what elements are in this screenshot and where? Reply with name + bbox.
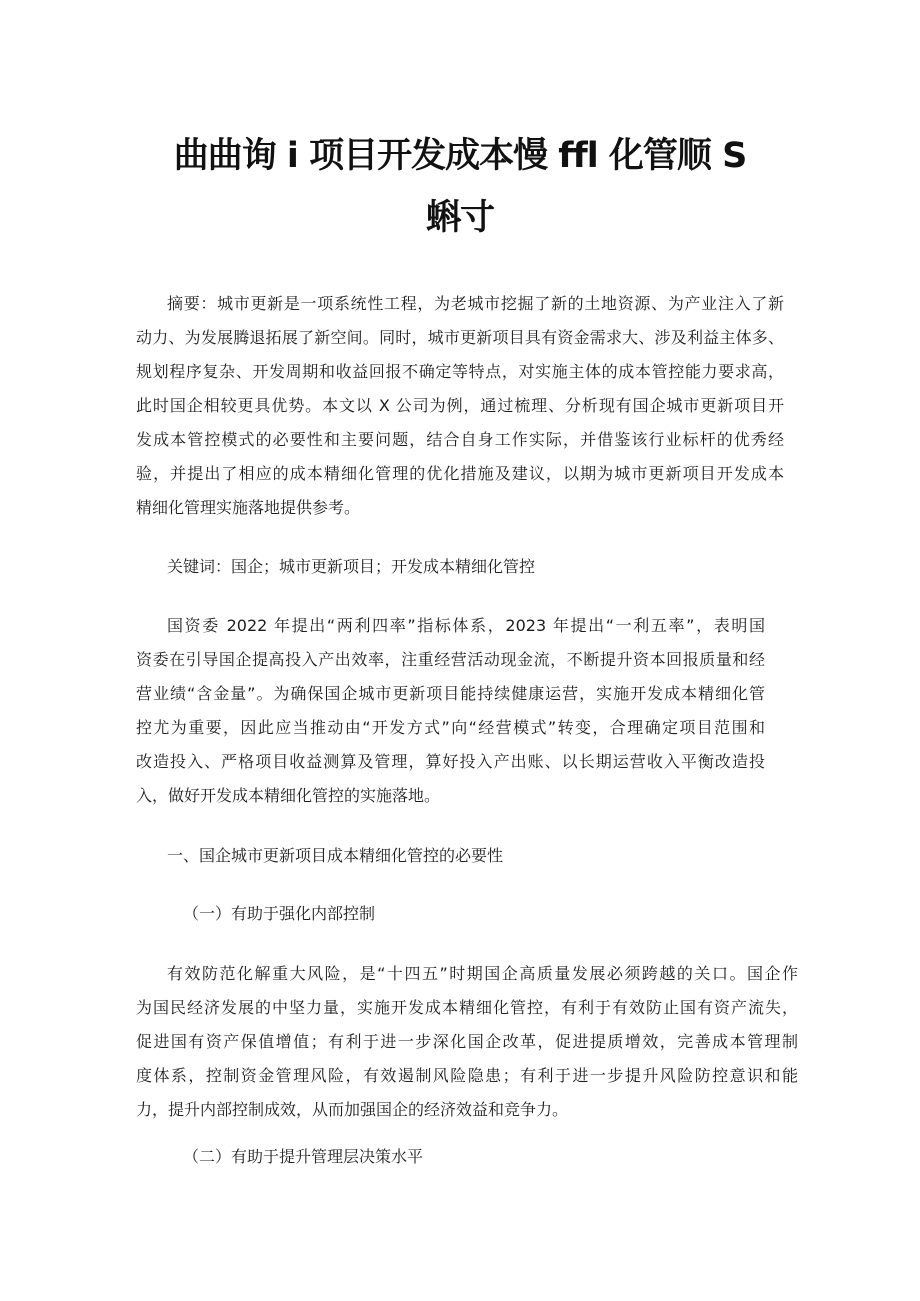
document-title-line-1: 曲曲询 i 项目开发成本慢 ffl 化管顺 S	[173, 136, 747, 176]
section-heading: 一、国企城市更新项目成本精细化管控的必要性	[167, 846, 504, 865]
subsection-heading: （二）有助于提升管理层决策水平	[183, 1147, 424, 1166]
abstract-line: 动力、为发展腾退拓展了新空间。同时，城市更新项目具有资金需求大、涉及利益主体多、	[136, 328, 784, 347]
body-line: 促进国有资产保值增值；有利于进一步深化国企改革，促进提质增效，完善成本管理制	[136, 1032, 798, 1051]
body-line: 力，提升内部控制成效，从而加强国企的经济效益和竞争力。	[136, 1100, 569, 1119]
body-line: 为国民经济发展的中坚力量，实施开发成本精细化管控，有利于有效防止国有资产流失，	[136, 998, 798, 1017]
abstract-line: 精细化管理实施落地提供参考。	[136, 498, 361, 517]
abstract-line: 摘要：城市更新是一项系统性工程，为老城市挖掘了新的土地资源、为产业注入了新	[167, 294, 784, 313]
intro-line: 改造投入、严格项目收益测算及管理，算好投入产出账、以长期运营收入平衡改造投	[136, 752, 765, 771]
body-line: 度体系，控制资金管理风险，有效遏制风险隐患；有利于进一步提升风险防控意识和能	[136, 1066, 798, 1085]
abstract-line: 验，并提出了相应的成本精细化管理的优化措施及建议，以期为城市更新项目开发成本	[136, 464, 784, 483]
intro-line: 营业绩“含金量”。为确保国企城市更新项目能持续健康运营，实施开发成本精细化管	[136, 684, 765, 703]
intro-line: 国资委 2022 年提出“两利四率”指标体系，2023 年提出“一利五率”，表明国	[167, 616, 765, 635]
abstract-line: 发成本管控模式的必要性和主要问题，结合自身工作实际，并借鉴该行业标杆的优秀经	[136, 430, 784, 449]
subsection-heading: （一）有助于强化内部控制	[183, 904, 376, 923]
intro-line: 资委在引导国企提高投入产出效率，注重经营活动现金流，不断提升资本回报质量和经	[136, 650, 765, 669]
body-line: 有效防范化解重大风险，是“十四五”时期国企高质量发展必须跨越的关口。国企作	[167, 964, 798, 983]
intro-line: 入，做好开发成本精细化管控的实施落地。	[136, 786, 441, 805]
keywords: 关键词：国企；城市更新项目；开发成本精细化管控	[167, 557, 536, 576]
abstract-line: 此时国企相较更具优势。本文以 X 公司为例，通过梳理、分析现有国企城市更新项目开	[136, 396, 784, 415]
intro-line: 控尤为重要，因此应当推动由“开发方式”向“经营模式”转变，合理确定项目范围和	[136, 718, 765, 737]
document-title-line-2: 蝌寸	[425, 198, 494, 238]
abstract-line: 规划程序复杂、开发周期和收益回报不确定等特点，对实施主体的成本管控能力要求高，	[136, 362, 784, 381]
